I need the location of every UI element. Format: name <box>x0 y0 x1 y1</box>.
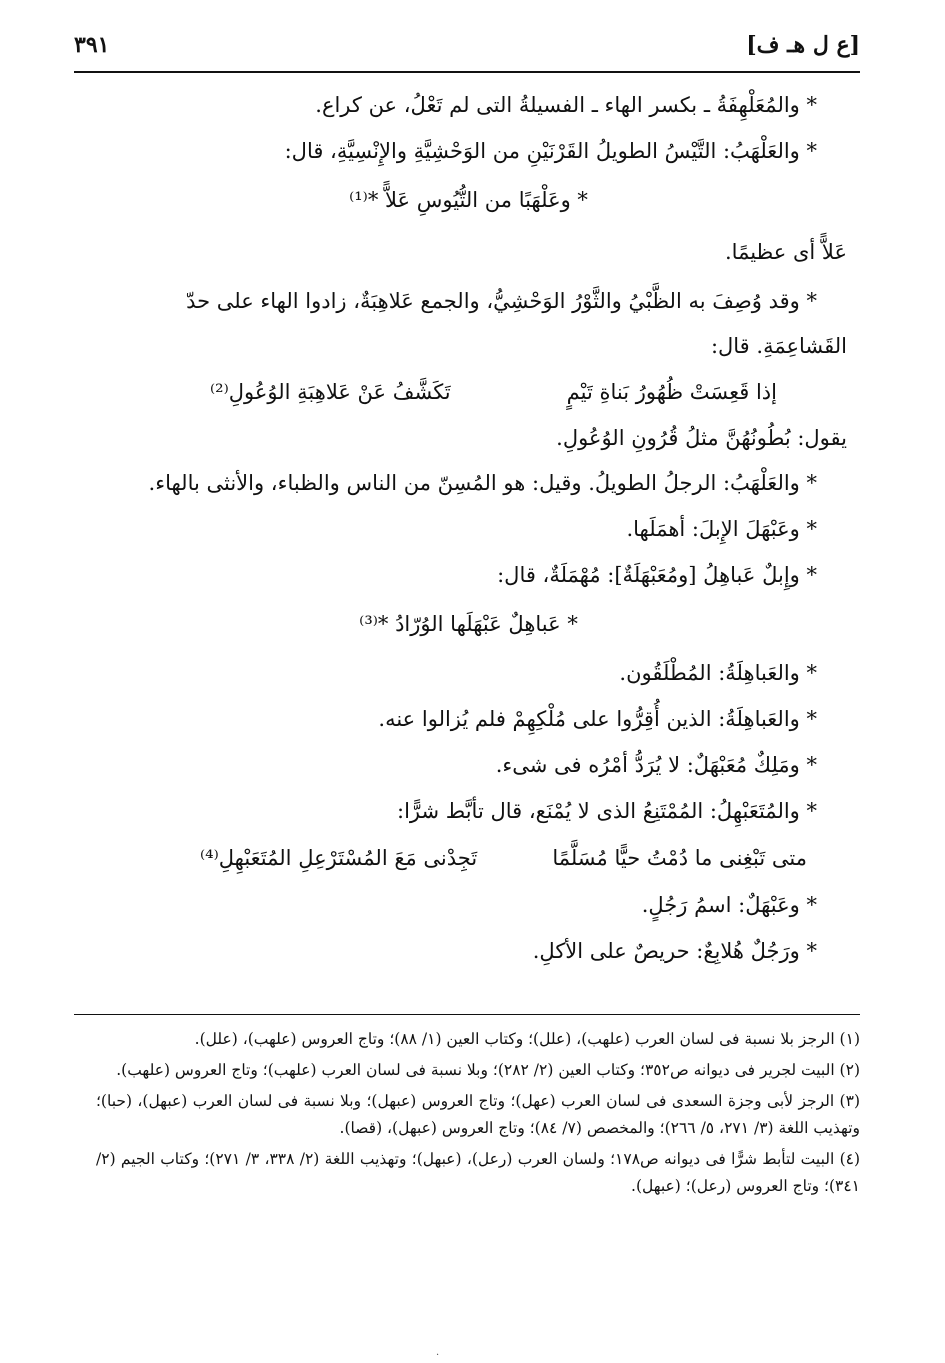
entry-line: * ورَجُلٌ هُلابِعٌ: حريصٌ على الأكلِ. <box>532 939 817 963</box>
footnote-divider <box>74 1014 860 1015</box>
rajaz-line: * وعَلْهَبًا من التُّيُوسِ عَلاًّ *⁽¹⁾ <box>349 188 588 212</box>
footnote-4: (٤) البيت لتأبط شرًّا فى ديوانه ص١٧٨؛ ولسان العرب (رعل)، (عبهل)؛ وتهذيب اللغة (٢/ ٣٣٨، ٣/ ٢٧١)؛ وكتاب الجيم (٢/ ٣٤١)؛ وتاج العروس (رعل)؛ (عبهل). <box>96 1150 861 1195</box>
verse-1-second-hemistich: تَكَشَّفُ عَنْ عَلاهِبَةِ الوُعُولِ⁽²⁾ <box>210 380 451 404</box>
footnote-2: (٢) البيت لجرير فى ديوانه ص٣٥٢؛ وكتاب العين (٢/ ٢٨٢)؛ وبلا نسبة فى لسان العرب (علهب)؛ وتاج العروس (علهب). <box>116 1061 860 1079</box>
verse-2 <box>90 834 847 882</box>
entry-line: * ومَلِكٌ مُعَبْهَلٌ: لا يُرَدُّ أمْرُه فى شىء. <box>495 753 817 777</box>
footnote-3: (٣) الرجز لأبى وجزة السعدى فى لسان العرب (عهل)؛ وتاج العروس (عبهل)؛ وبلا نسبة فى لسان العرب (عبهل)، (حبا)؛ وتهذيب اللغة (٣/ ٢٧١، ٥/ ٢٦٦)؛ والمخصص (٧/ ٨٤)؛ وتاج العروس (عبهل)، (قصا). <box>96 1092 860 1137</box>
verse-2-second-hemistich: تَجِدْنى مَعَ المُسْتَرْعِلِ المُتَعَبْهِلِ⁽⁴⁾ <box>200 846 478 870</box>
verse-2-first-hemistich: متى تَبْغِنى ما دُمْتُ حيًّا مُسَلَّمًا <box>552 846 807 870</box>
entry-line: * وعَبْهَلَ الإِبلَ: أهمَلَها. <box>626 517 817 541</box>
entry-line: * والعَلْهَبُ: الرجلُ الطويلُ. وقيل: هو المُسِنّ من الناس والظباء، والأنثى بالهاء. <box>148 471 817 495</box>
entry-line: * وقد وُصِفَ به الظَّبْيُ والثَّوْرُ الوَحْشِيُّ، والجمع عَلاهِبَةٌ، زادوا الهاء على حدّ <box>186 289 817 313</box>
section-root-label: [ع ل هـ ف] <box>746 32 860 58</box>
entry-line: عَلاًّ أى عظيمًا. <box>725 240 847 264</box>
page-header <box>74 26 860 66</box>
footnote-1: (١) الرجز بلا نسبة فى لسان العرب (علهب)، (علل)؛ وكتاب العين (١/ ٨٨)؛ وتاج العروس (علهب)، (علل). <box>194 1030 860 1048</box>
entry-line: * والمُتَعَبْهِلُ: المُمْتَنِعُ الذى لا يُمْنَع، قال تأبَّط شرًّا: <box>397 799 817 823</box>
rajaz-line: * عَباهِلٌ عَبْهَلَها الوُرّادُ *⁽³⁾ <box>359 612 578 636</box>
entry-line: * وعَبْهَلٌ: اسمُ رَجُلٍ. <box>641 893 817 917</box>
footnotes <box>96 1026 860 1204</box>
page-speck: · <box>436 1350 440 1361</box>
entry-line: * والعَباهِلَةُ: المُطْلَقُون. <box>619 661 817 685</box>
header-divider <box>74 71 860 73</box>
entry-line: * والعَلْهَبُ: التَّيْسُ الطويلُ القَرْنَيْنِ من الوَحْشِيَّةِ والإِنْسِيَّةِ، قال: <box>284 139 817 163</box>
entry-line: القَشاعِمَةِ. قال: <box>710 334 847 358</box>
entry-line: يقول: بُطُونُهُنَّ مثلُ قُرُونِ الوُعُولِ. <box>556 426 847 450</box>
entry-line: * وإِبلٌ عَباهِلُ [ومُعَبْهَلَةٌ]: مُهْمَلَةٌ، قال: <box>497 563 817 587</box>
verse-1-first-hemistich: إذا قَعِسَتْ ظُهُورُ بَناةِ تَيْمٍ <box>566 380 777 404</box>
entries-body <box>90 82 847 974</box>
page-number: ٣٩١ <box>74 32 110 58</box>
verse-1 <box>90 368 847 416</box>
entry-line: * والمُعَلْهِفَةُ ـ بكسر الهاء ـ الفسيلةُ التى لم تَعْلُ، عن كراع. <box>315 93 817 117</box>
entry-line: * والعَباهِلَةُ: الذين أُقِرُّوا على مُلْكِهِمْ فلم يُزالوا عنه. <box>378 707 817 731</box>
